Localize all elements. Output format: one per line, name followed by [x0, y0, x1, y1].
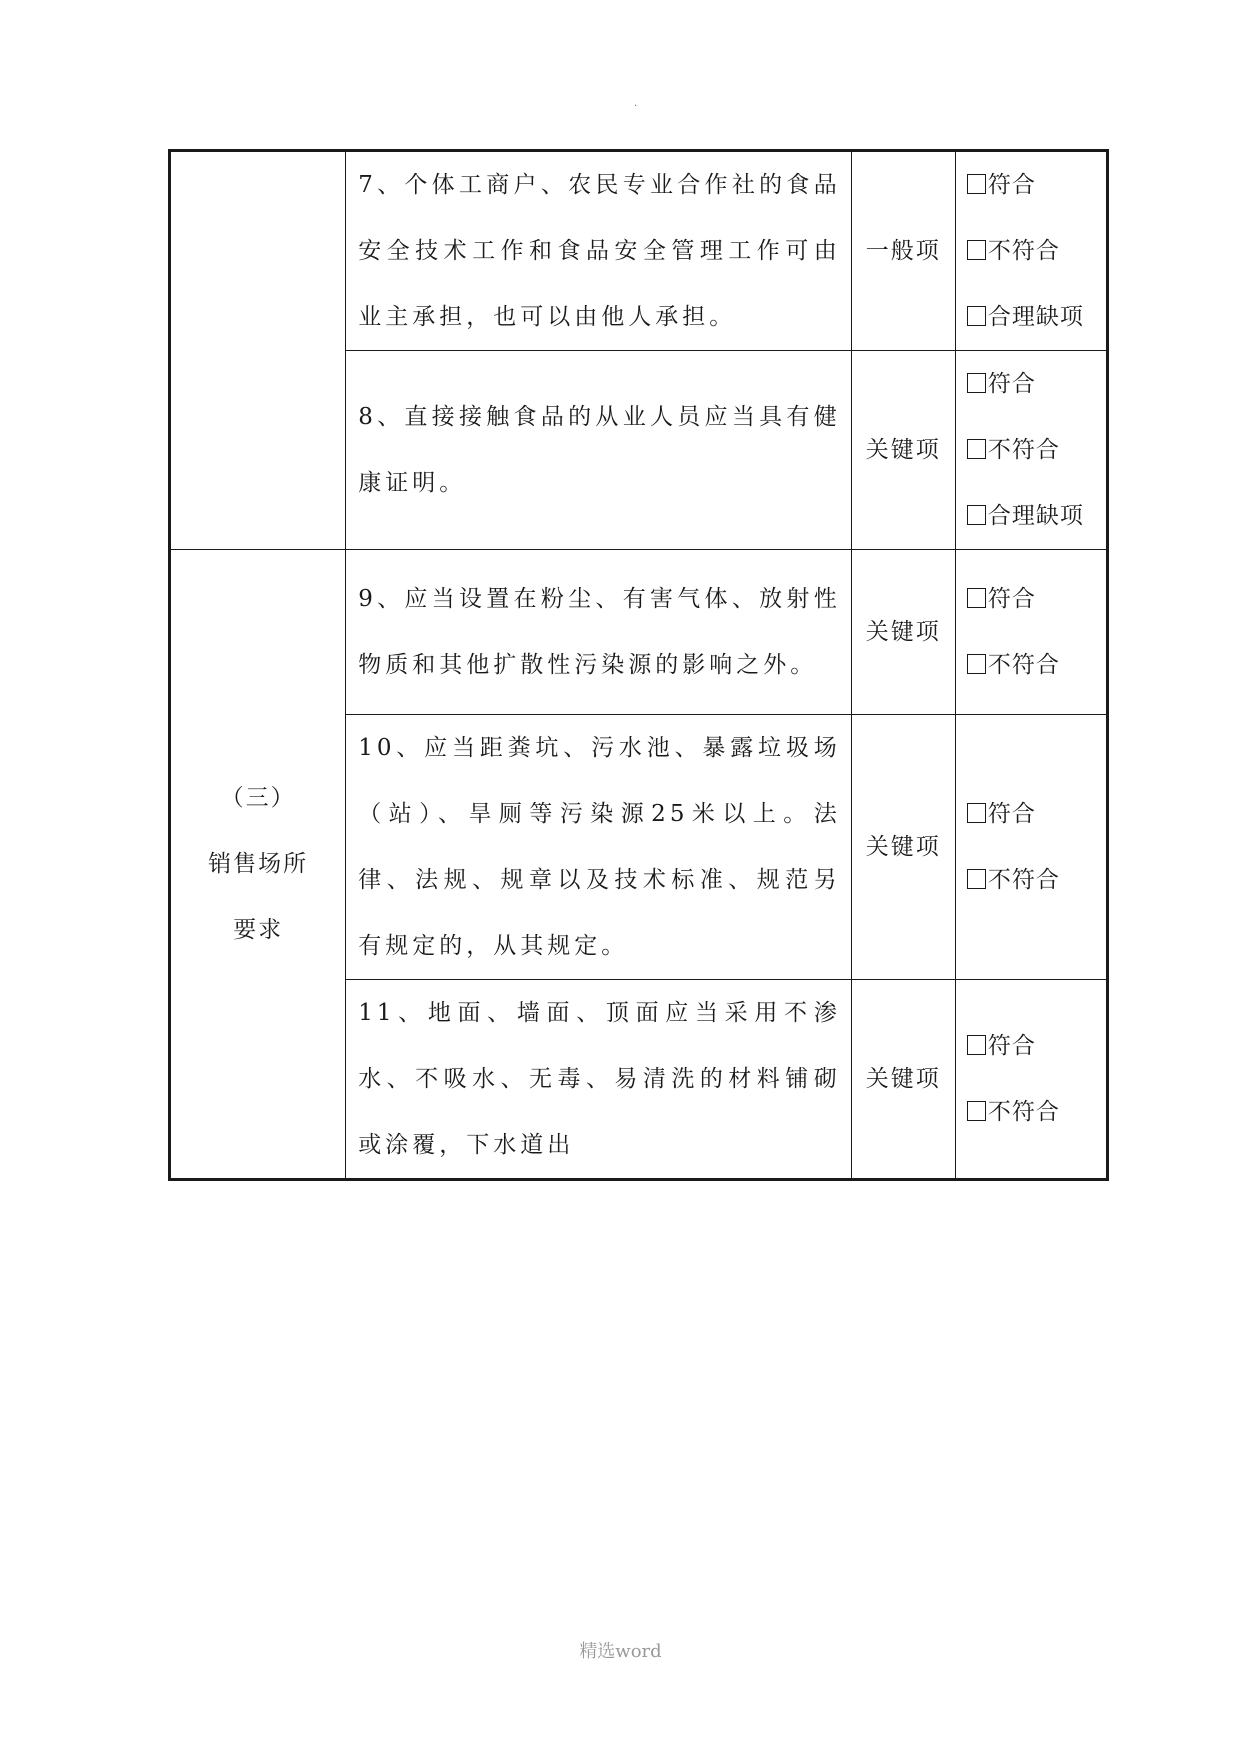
table-row [170, 151, 1108, 351]
requirement-content: 8、直接接触食品的从业人员应当具有健康证明。 [346, 351, 852, 550]
result-options [955, 715, 1107, 980]
table-row [170, 550, 1108, 715]
checkbox-icon[interactable] [967, 439, 986, 459]
checkbox-icon[interactable] [967, 174, 986, 194]
checkbox-icon[interactable] [967, 373, 986, 393]
checkbox-icon[interactable] [967, 306, 986, 326]
requirement-content: 7、个体工商户、农民专业合作社的食品安全技术工作和食品安全管理工作可由业主承担，也可以由他人承担。 [346, 151, 852, 351]
item-level: 关键项 [851, 980, 955, 1180]
checkbox-icon[interactable] [967, 1101, 986, 1121]
requirement-content: 11、地面、墙面、顶面应当采用不渗水、不吸水、无毒、易清洗的材料铺砌或涂覆，下水道出 [346, 980, 852, 1180]
result-options [955, 980, 1107, 1180]
checkbox-icon[interactable] [967, 588, 986, 608]
option-conform[interactable]: 符合 [967, 351, 1106, 417]
item-level: 关键项 [851, 550, 955, 715]
result-options [955, 351, 1107, 550]
category-cell-sales-premises [170, 550, 346, 1180]
option-nonconform[interactable]: 不符合 [967, 1079, 1106, 1145]
option-nonconform[interactable]: 不符合 [967, 632, 1106, 698]
category-number: （三） [220, 785, 296, 811]
checkbox-icon[interactable] [967, 654, 986, 674]
checkbox-icon[interactable] [967, 869, 986, 889]
option-conform[interactable]: 符合 [967, 152, 1106, 218]
option-conform[interactable]: 符合 [967, 566, 1106, 632]
footer-text: 精选word [579, 1641, 662, 1662]
option-conform[interactable]: 符合 [967, 1013, 1106, 1079]
category-title-line1: 销售场所 [208, 851, 309, 877]
option-conform[interactable]: 符合 [967, 781, 1106, 847]
option-nonconform[interactable]: 不符合 [967, 417, 1106, 483]
item-level: 关键项 [851, 351, 955, 550]
option-not-applicable[interactable]: 合理缺项 [967, 483, 1106, 549]
option-nonconform[interactable]: 不符合 [967, 847, 1106, 913]
option-not-applicable[interactable]: 合理缺项 [967, 284, 1106, 350]
result-options [955, 151, 1107, 351]
checkbox-icon[interactable] [967, 505, 986, 525]
category-title-line2: 要求 [233, 917, 284, 943]
category-cell-continued [170, 151, 346, 550]
checkbox-icon[interactable] [967, 240, 986, 260]
item-level: 关键项 [851, 715, 955, 980]
checkbox-icon[interactable] [967, 803, 986, 823]
requirement-content: 10、应当距粪坑、污水池、暴露垃圾场（站）、旱厕等污染源25米以上。法律、法规、规章以及技术标准、规范另有规定的，从其规定。 [346, 715, 852, 980]
header-mark: . [634, 98, 638, 109]
result-options [955, 550, 1107, 715]
requirement-content: 9、应当设置在粉尘、有害气体、放射性物质和其他扩散性污染源的影响之外。 [346, 550, 852, 715]
inspection-table [168, 149, 1109, 1181]
option-nonconform[interactable]: 不符合 [967, 218, 1106, 284]
checkbox-icon[interactable] [967, 1035, 986, 1055]
item-level: 一般项 [851, 151, 955, 351]
